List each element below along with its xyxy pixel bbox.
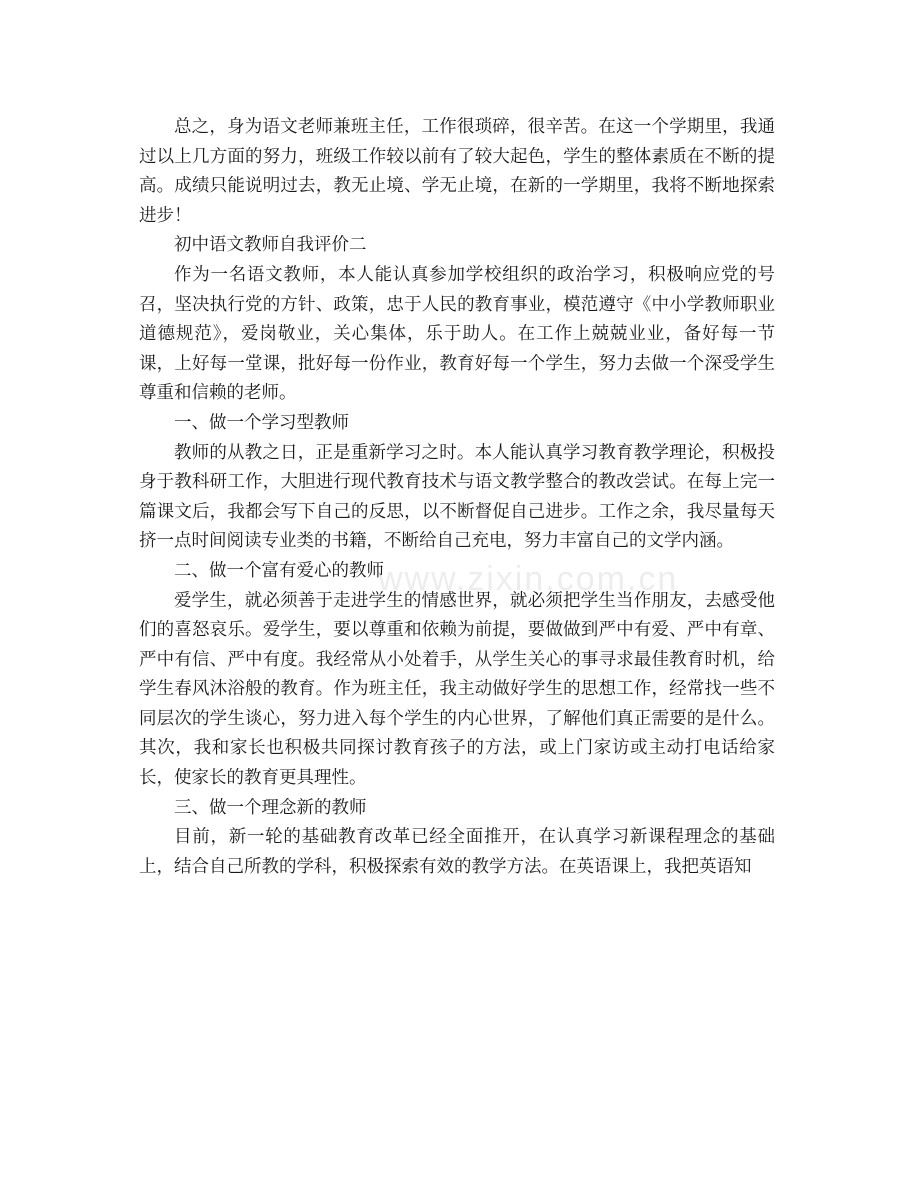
section-title: 初中语文教师自我评价二 xyxy=(174,235,367,256)
paragraph-new-concept-teacher: 目前，新一轮的基础教育改革已经全面推开，在认真学习新课程理念的基础上，结合自己所教的学科，积极探索有效的教学方法。在英语课上，我把英语知 xyxy=(139,827,775,877)
heading-learning-teacher: 一、做一个学习型教师 xyxy=(174,412,349,433)
paragraph-intro: 作为一名语文教师，本人能认真参加学校组织的政治学习，积极响应党的号召，坚决执行党的方针、政策，忠于人民的教育事业，模范遵守《中小学教师职业道德规范》，爱岗敬业，关心集体，乐于助人。在工作上兢兢业业，备好每一节课，上好每一堂课，批好每一份作业，教育好每一个学生，努力去做一个深受学生尊重和信赖的老师。 xyxy=(139,264,775,404)
watermark: www.zixin.com.cn xyxy=(378,560,679,598)
paragraph-learning-teacher: 教师的从教之日，正是重新学习之时。本人能认真学习教育教学理论，积极投身于教科研工作，大胆进行现代教育技术与语文教学整合的教改尝试。在每上完一篇课文后，我都会写下自己的反思，以不断督促自己进步。工作之余，我尽量每天挤一点时间阅读专业类的书籍，不断给自己充电，努力丰富自己的文学内涵。 xyxy=(139,442,775,552)
paragraph-caring-teacher: 爱学生，就必须善于走进学生的情感世界，就必须把学生当作朋友，去感受他们的喜怒哀乐。爱学生，要以尊重和依赖为前提，要做做到严中有爱、严中有章、严中有信、严中有度。我经常从小处着手，从学生关心的事寻求最佳教育时机，给学生春风沐浴般的教育。作为班主任，我主动做好学生的思想工作，经常找一些不同层次的学生谈心，努力进入每个学生的内心世界，了解他们真正需要的是什么。其次，我和家长也积极共同探讨教育孩子的方法，或上门家访或主动打电话给家长，使家长的教育更具理性。 xyxy=(139,590,775,789)
heading-caring-teacher: 二、做一个富有爱心的教师 xyxy=(174,560,384,581)
document-body xyxy=(139,113,775,882)
paragraph-summary: 总之，身为语文老师兼班主任，工作很琐碎，很辛苦。在这一个学期里，我通过以上几方面的努力，班级工作较以前有了较大起色，学生的整体素质在不断的提高。成绩只能说明过去，教无止境、学无止境，在新的一学期里，我将不断地探索进步！ xyxy=(139,117,775,226)
heading-new-concept-teacher: 三、做一个理念新的教师 xyxy=(174,797,367,818)
